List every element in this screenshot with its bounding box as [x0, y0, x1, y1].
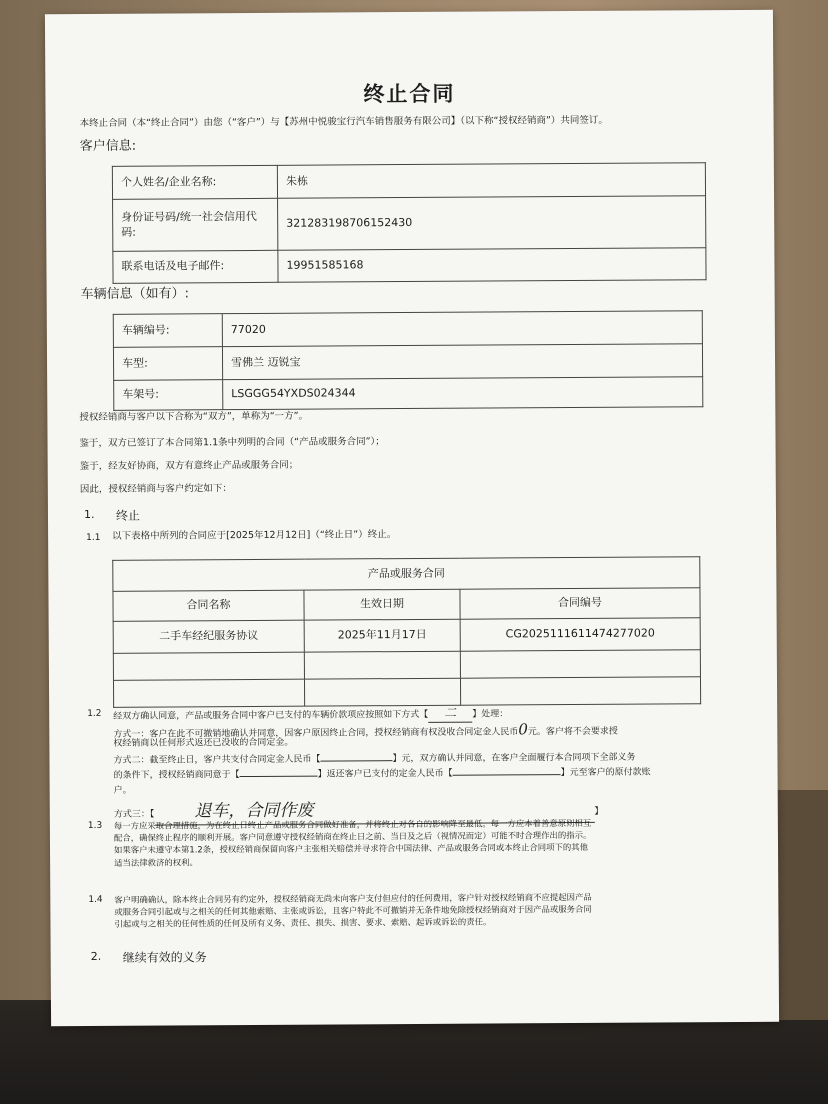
vehicle-value: 77020 — [222, 311, 702, 347]
method-2-text-cont: 】元，双方确认并同意，在客户全面履行本合同项下全部义务 — [392, 752, 636, 765]
contract-page — [45, 10, 779, 1026]
method-2-line-2 — [114, 767, 651, 783]
handwritten-amount: 0 — [518, 720, 528, 739]
table-cell — [113, 679, 304, 707]
customer-info-table — [112, 162, 707, 284]
section-2-number: 2. — [90, 949, 102, 963]
handwritten-method-choice: 二 — [428, 705, 472, 724]
method-3-label: 方式三：【 — [113, 809, 155, 820]
clause-line: 客户明确确认，除本终止合同另有约定外，授权经销商无尚未向客户支付但应付的任何费用，客户针对授权经销商不应提起因产品 — [114, 891, 592, 905]
vehicle-value: LSGGG54YXDS024344 — [223, 377, 703, 410]
vehicle-label: 车型: — [113, 347, 222, 381]
clause-1-3-number: 1.3 — [87, 820, 103, 831]
table-cell — [113, 652, 304, 680]
table-row — [113, 650, 700, 681]
clause-1-2-lead-text: 经双方确认同意，产品或服务合同中客户已支付的车辆价款项应按照如下方式【 — [113, 709, 429, 722]
whereas-clause-1: 鉴于，双方已签订了本合同第1.1条中列明的合同（“产品或服务合同”）； — [79, 436, 385, 450]
table-caption: 产品或服务合同 — [113, 557, 700, 592]
table-cell: 2025年11月17日 — [304, 619, 460, 652]
document-title: 终止合同 — [363, 81, 456, 107]
table-row — [113, 311, 702, 348]
customer-section-title: 客户信息: — [79, 138, 137, 155]
clause-1-2-number: 1.2 — [87, 708, 102, 719]
clause-line: 适当法律救济的权利。 — [114, 856, 198, 868]
vehicle-section-title: 车辆信息（如有）: — [80, 286, 190, 303]
clause-line: 如果客户未遵守本第1.2条，授权经销商保留向客户主张相关赔偿并寻求符合中国法律、产品或服务合同或本终止合同项下的其他 — [113, 842, 588, 856]
clause-1-4-number: 1.4 — [88, 894, 103, 905]
method-2-text: 方式二：截至终止日，客户共支付合同定金人民币【 — [113, 754, 321, 766]
clause-line: 每一方应采取合理措施，为在终止日终止产品或服务合同做好准备，并将终止对各自的影响降至最低。每一方应本着善意原则相互 — [113, 817, 592, 831]
clause-line: 或服务合同引起或与之相关的任何其他索赔、主张或诉讼，且客户特此不可撤销并无条件地免除授权经销商对于因产品或服务合同 — [114, 904, 592, 918]
method-3-end: 】 — [594, 806, 604, 817]
customer-value: 321283198706152430 — [278, 196, 706, 251]
vehicle-label: 车辆编号: — [113, 314, 222, 348]
clause-line: 引起或与之相关的任何性质的任何及所有义务、责任、损失、损害、要求、索赔、起诉或诉讼的责任。 — [114, 916, 492, 930]
clause-1-1-text: 以下表格中所列的合同应于[2025年12月12日]（“终止日”）终止。 — [112, 529, 397, 542]
contract-table — [112, 556, 701, 708]
method-2-line-3: 户。 — [113, 785, 132, 796]
customer-label: 身份证号码/统一社会信用代码: — [113, 198, 278, 251]
method-1-text-cont: 元。客户将不会要求授 — [527, 726, 618, 738]
clause-1-1-number: 1.1 — [86, 532, 101, 543]
table-header-row — [113, 588, 700, 622]
table-row — [113, 677, 700, 708]
section-1-title: 终止 — [115, 508, 141, 523]
column-header: 合同编号 — [460, 588, 700, 619]
method-2-text-2: 的条件下，授权经销商同意于【 — [113, 770, 240, 781]
method-1-line-2: 权经销商以任何形式返还已没收的合同定金。 — [113, 737, 294, 749]
customer-label: 联系电话及电子邮件: — [113, 250, 278, 283]
table-row — [113, 344, 702, 381]
table-cell: 二手车经纪服务协议 — [113, 620, 304, 653]
clause-1-3-text — [114, 817, 592, 869]
therefore-clause: 因此，授权经销商与客户约定如下： — [79, 483, 232, 496]
blank-field — [320, 760, 392, 761]
method-2-line — [113, 752, 635, 768]
method-2-text-3: 】返还客户已支付的定金人民币【 — [317, 768, 453, 780]
blank-field — [453, 774, 561, 776]
vehicle-info-table — [113, 310, 704, 411]
method-2-text-4: 】元至客户的原付款账 — [560, 767, 651, 779]
table-row — [114, 377, 703, 411]
column-header: 生效日期 — [304, 589, 460, 620]
table-cell — [304, 651, 460, 679]
clause-line: 配合，确保终止程序的顺利开展。客户同意遵守授权经销商在终止日之前、当日及之后（视情况而定）可能不时合理作出的指示。 — [113, 830, 592, 844]
parties-definition: 授权经销商与客户以下合称为“双方”，单称为“一方”。 — [79, 410, 309, 424]
clause-1-4-text — [114, 891, 592, 930]
customer-value: 19951585168 — [278, 248, 706, 283]
vehicle-value: 雪佛兰 迈锐宝 — [222, 344, 702, 380]
vehicle-label: 车架号: — [114, 380, 223, 411]
table-row — [113, 248, 706, 284]
clause-1-2-tail: 】处理： — [472, 709, 509, 720]
section-2-title: 继续有效的义务 — [122, 950, 207, 965]
column-header: 合同名称 — [113, 590, 304, 621]
table-cell — [460, 650, 700, 678]
handwritten-method-3: 退车，合同作废 — [154, 797, 594, 825]
table-row — [113, 196, 706, 252]
table-caption-row — [113, 557, 700, 592]
table-row — [112, 163, 705, 200]
table-row — [113, 618, 700, 654]
whereas-clause-2: 鉴于，经友好协商，双方有意终止产品或服务合同； — [79, 459, 299, 473]
intro-text: 本终止合同（本“终止合同”）由您（“客户”）与【苏州中悦骏宝行汽车销售服务有限公司】（以下称“授权经销商”）共同签订。 — [79, 114, 608, 130]
table-cell: CG2025111611474277020 — [460, 618, 700, 651]
table-cell — [460, 677, 700, 705]
table-cell — [304, 678, 460, 706]
customer-label: 个人姓名/企业名称: — [112, 165, 277, 199]
customer-value: 朱栋 — [277, 163, 705, 199]
section-1-number: 1. — [83, 507, 95, 522]
method-1-text: 方式一：客户在此不可撤销地确认并同意，因客户原因终止合同，授权经销商有权没收合同定金人民币 — [113, 727, 519, 740]
blank-field — [240, 776, 318, 777]
